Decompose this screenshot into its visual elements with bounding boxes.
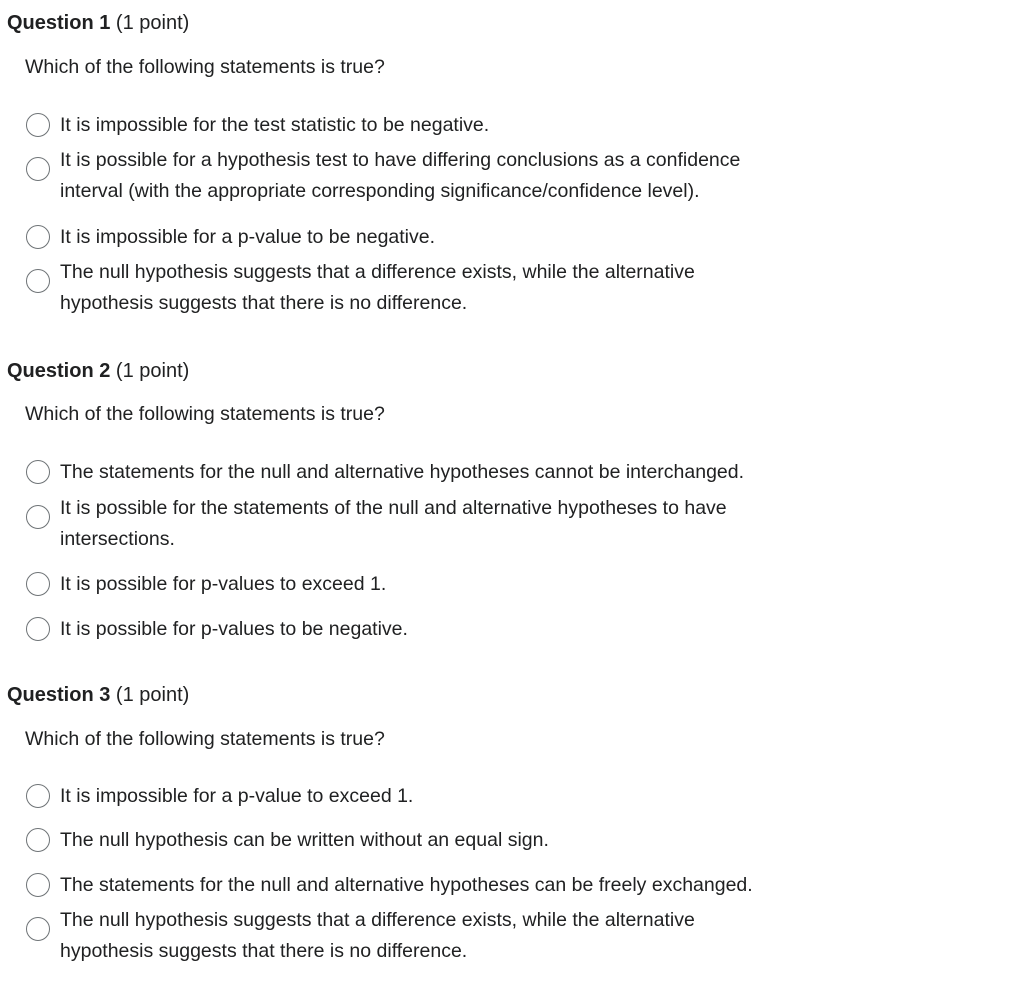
question-3-prompt: Which of the following statements is true? <box>25 728 385 750</box>
question-1-option-3[interactable] <box>26 225 826 253</box>
option-label[interactable]: The statements for the null and alternative hypotheses cannot be interchanged. <box>60 461 745 483</box>
option-label[interactable]: It is impossible for a p-value to be negative. <box>60 226 436 248</box>
option-label[interactable]: It is possible for p-values to be negative. <box>60 618 408 640</box>
radio-button[interactable] <box>26 873 50 897</box>
question-3-option-1[interactable] <box>26 784 826 812</box>
question-3-option-4[interactable] <box>26 908 826 966</box>
option-label[interactable]: It is possible for p-values to exceed 1. <box>60 573 387 595</box>
question-2-option-3[interactable] <box>26 572 826 600</box>
question-1-number: Question 1 <box>7 12 111 34</box>
radio-button[interactable] <box>26 505 50 529</box>
radio-button[interactable] <box>26 225 50 249</box>
question-1-option-1[interactable] <box>26 113 826 141</box>
question-3-option-2[interactable] <box>26 828 826 856</box>
option-label[interactable]: It is impossible for a p-value to exceed 1. <box>60 785 414 807</box>
option-label[interactable]: The null hypothesis can be written without an equal sign. <box>60 829 549 851</box>
question-1-option-2[interactable] <box>26 148 826 206</box>
option-label[interactable]: It is possible for a hypothesis test to have differing conclusions as a confidence interval (with the appropriate corresponding significance/confidence level). <box>60 149 741 202</box>
question-1-heading <box>7 10 189 36</box>
radio-button[interactable] <box>26 572 50 596</box>
question-2-option-2[interactable] <box>26 496 826 554</box>
question-2-option-1[interactable] <box>26 460 826 488</box>
radio-button[interactable] <box>26 617 50 641</box>
radio-button[interactable] <box>26 113 50 137</box>
question-2-prompt: Which of the following statements is true? <box>25 403 385 425</box>
question-2-number: Question 2 <box>7 360 111 382</box>
question-3-heading <box>7 682 189 708</box>
option-label[interactable]: It is impossible for the test statistic to be negative. <box>60 114 490 136</box>
question-1-points: (1 point) <box>115 12 190 34</box>
question-1-option-4[interactable] <box>26 260 826 318</box>
option-label[interactable]: It is possible for the statements of the null and alternative hypotheses to have intersections. <box>60 497 727 550</box>
question-2-option-4[interactable] <box>26 617 826 645</box>
question-2-heading <box>7 358 189 384</box>
option-label[interactable]: The statements for the null and alternative hypotheses can be freely exchanged. <box>60 874 753 896</box>
question-2-points: (1 point) <box>115 360 190 382</box>
option-label[interactable]: The null hypothesis suggests that a difference exists, while the alternative hypothesis suggests that there is no difference. <box>60 909 695 962</box>
radio-button[interactable] <box>26 157 50 181</box>
radio-button[interactable] <box>26 917 50 941</box>
radio-button[interactable] <box>26 784 50 808</box>
option-label[interactable]: The null hypothesis suggests that a difference exists, while the alternative hypothesis suggests that there is no difference. <box>60 261 695 314</box>
question-3-points: (1 point) <box>115 684 190 706</box>
radio-button[interactable] <box>26 828 50 852</box>
radio-button[interactable] <box>26 269 50 293</box>
question-3-option-3[interactable] <box>26 873 826 901</box>
question-1-prompt: Which of the following statements is true? <box>25 56 385 78</box>
radio-button[interactable] <box>26 460 50 484</box>
question-3-number: Question 3 <box>7 684 111 706</box>
